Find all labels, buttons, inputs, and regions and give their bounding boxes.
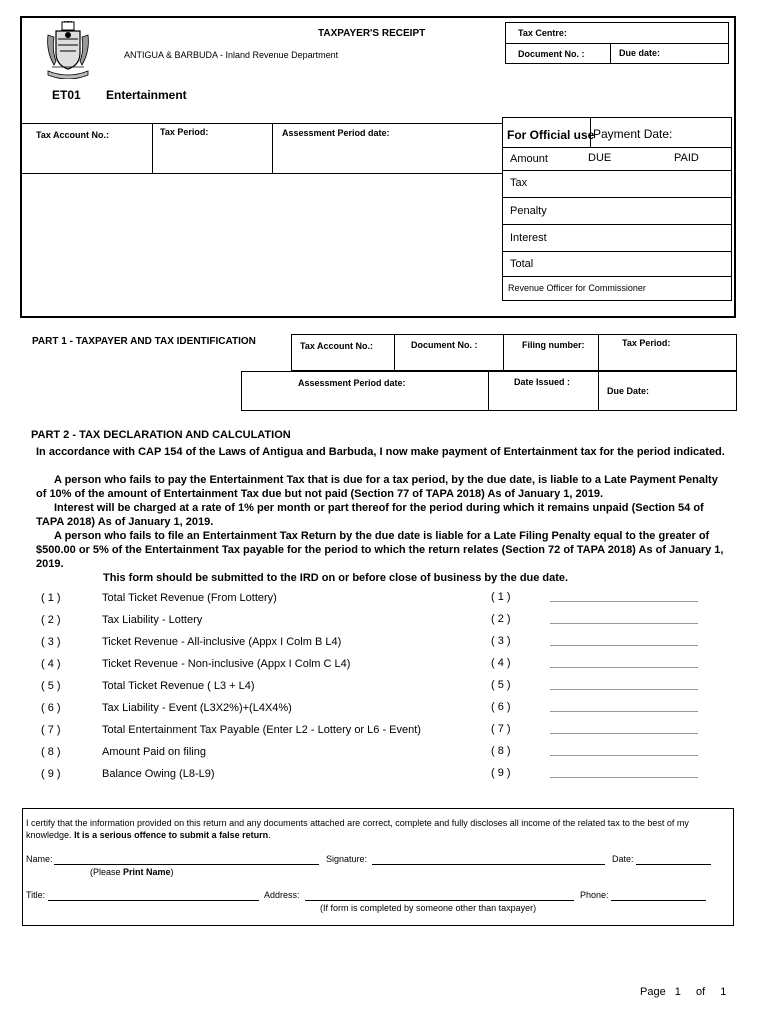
title-field[interactable] <box>48 900 259 901</box>
line-number: ( 4 ) <box>41 658 61 670</box>
line-number: ( 7 ) <box>41 724 61 736</box>
print-name-hint: (Please Print Name) <box>90 867 174 877</box>
other-than-taxpayer-note: (If form is completed by someone other than taxpayer) <box>320 903 537 913</box>
part1-document-no[interactable]: Document No. : <box>411 340 478 350</box>
name-label: Name: <box>26 854 53 864</box>
certification-period: . <box>268 830 271 840</box>
name-field[interactable] <box>54 864 319 865</box>
line-ref-number: ( 7 ) <box>491 723 511 735</box>
document-no-label[interactable]: Document No. : <box>518 49 585 59</box>
page-of: of <box>695 986 706 998</box>
due-date-label[interactable]: Due date: <box>619 48 661 58</box>
part2-paragraph-3: Interest will be charged at a rate of 1% per month or part thereof for the period during which it remains unpaid (Section 54 of TAPA 2018) As of January 1, 2019. <box>36 502 704 528</box>
department-name: ANTIGUA & BARBUDA - Inland Revenue Department <box>124 50 339 60</box>
line-number: ( 2 ) <box>41 614 61 626</box>
line-label: Balance Owing (L8-L9) <box>102 768 215 780</box>
date-field[interactable] <box>636 864 711 865</box>
official-row-penalty: Penalty <box>510 205 547 217</box>
page-indicator <box>640 986 726 998</box>
phone-field[interactable] <box>611 900 706 901</box>
part2-title: PART 2 - TAX DECLARATION AND CALCULATION <box>31 429 291 441</box>
part1-tax-account-no[interactable]: Tax Account No.: <box>300 341 374 351</box>
line-8-amount-field[interactable] <box>550 755 698 756</box>
coat-of-arms-icon <box>44 21 92 79</box>
line-ref-number: ( 2 ) <box>491 613 511 625</box>
address-field[interactable] <box>305 900 574 901</box>
official-row-total: Total <box>510 258 534 270</box>
line-9-amount-field[interactable] <box>550 777 698 778</box>
line-ref-number: ( 1 ) <box>491 591 511 603</box>
official-row-interest: Interest <box>510 232 547 244</box>
official-use-title: For Official use <box>507 128 595 142</box>
official-row-tax: Tax <box>510 177 528 189</box>
phone-label: Phone: <box>580 890 609 900</box>
revenue-officer-label: Revenue Officer for Commissioner <box>508 283 646 293</box>
line-1-amount-field[interactable] <box>550 601 698 602</box>
line-ref-number: ( 8 ) <box>491 745 511 757</box>
payment-date-label[interactable]: Payment Date: <box>593 127 673 141</box>
line-ref-number: ( 6 ) <box>491 701 511 713</box>
amount-column-header: Amount <box>510 153 548 165</box>
line-ref-number: ( 4 ) <box>491 657 511 669</box>
line-label: Total Ticket Revenue ( L3 + L4) <box>102 680 255 692</box>
line-label: Ticket Revenue - All-inclusive (Appx I Colm B L4) <box>102 636 342 648</box>
false-return-warning: It is a serious offence to submit a false return <box>74 830 269 840</box>
title-label: Title: <box>26 890 46 900</box>
part1-date-row <box>241 371 737 411</box>
tax-centre-label[interactable]: Tax Centre: <box>518 28 567 38</box>
part1-date-issued[interactable]: Date Issued : <box>514 377 571 387</box>
line-ref-number: ( 5 ) <box>491 679 511 691</box>
part1-assessment-period-date[interactable]: Assessment Period date: <box>298 378 406 388</box>
part1-filing-number[interactable]: Filing number: <box>522 340 585 350</box>
certification-body: I certify that the information provided on this return and any documents attached are correct, complete and fully discloses all income of the related tax to the best of my knowledge. <box>26 818 689 840</box>
line-label: Ticket Revenue - Non-inclusive (Appx I Colm C L4) <box>102 658 351 670</box>
line-number: ( 9 ) <box>41 768 61 780</box>
due-column-header: DUE <box>588 152 612 164</box>
line-4-amount-field[interactable] <box>550 667 698 668</box>
assessment-period-date-label[interactable]: Assessment Period date: <box>282 128 390 138</box>
form-name: Entertainment <box>106 88 187 102</box>
line-label: Total Entertainment Tax Payable (Enter L2 - Lottery or L6 - Event) <box>102 724 421 736</box>
paid-column-header: PAID <box>674 152 699 164</box>
tax-account-no-label[interactable]: Tax Account No.: <box>36 130 110 140</box>
part2-paragraph-1: In accordance with CAP 154 of the Laws of Antigua and Barbuda, I now make payment of Entertainment tax for the period indicated. <box>36 446 725 458</box>
line-number: ( 6 ) <box>41 702 61 714</box>
part1-title: PART 1 - TAXPAYER AND TAX IDENTIFICATION <box>32 336 256 347</box>
line-ref-number: ( 9 ) <box>491 767 511 779</box>
line-label: Tax Liability - Lottery <box>102 614 203 626</box>
line-3-amount-field[interactable] <box>550 645 698 646</box>
line-ref-number: ( 3 ) <box>491 635 511 647</box>
part2-paragraph-2: A person who fails to pay the Entertainment Tax that is due for a tax period, by the due date, is liable to a Late Payment Penalty of 10% of the amount of Entertainment Tax due but not paid (Section 77 of TAPA 2018) As of January 1, 2019. <box>36 474 718 500</box>
line-7-amount-field[interactable] <box>550 733 698 734</box>
line-number: ( 3 ) <box>41 636 61 648</box>
part1-due-date[interactable]: Due Date: <box>607 386 650 396</box>
part2-paragraph-4: A person who fails to file an Entertainment Tax Return by the due date is liable for a Late Filing Penalty equal to the greater of $500.00 or 5% of the Entertainment Tax payable for the period to which the return relates (Section 72 of TAPA 2018) As of January 1, 2019. <box>36 530 724 570</box>
receipt-title: TAXPAYER'S RECEIPT <box>318 28 426 39</box>
submit-note: This form should be submitted to the IRD on or before close of business by the due date. <box>103 572 569 584</box>
line-number: ( 5 ) <box>41 680 61 692</box>
date-label: Date: <box>612 854 634 864</box>
signature-label: Signature: <box>326 854 368 864</box>
signature-field[interactable] <box>372 864 605 865</box>
page-label: Page <box>640 986 666 998</box>
line-label: Total Ticket Revenue (From Lottery) <box>102 592 277 604</box>
address-label: Address: <box>264 890 300 900</box>
line-label: Tax Liability - Event (L3X2%)+(L4X4%) <box>102 702 292 714</box>
line-2-amount-field[interactable] <box>550 623 698 624</box>
certification-text <box>26 817 728 841</box>
page-total: 1 <box>720 986 727 998</box>
line-label: Amount Paid on filing <box>102 746 206 758</box>
line-number: ( 1 ) <box>41 592 61 604</box>
line-number: ( 8 ) <box>41 746 61 758</box>
part1-tax-period[interactable]: Tax Period: <box>622 338 671 348</box>
tax-period-label[interactable]: Tax Period: <box>160 127 209 137</box>
line-6-amount-field[interactable] <box>550 711 698 712</box>
page-current: 1 <box>674 986 681 998</box>
form-code: ET01 <box>52 88 81 102</box>
line-5-amount-field[interactable] <box>550 689 698 690</box>
